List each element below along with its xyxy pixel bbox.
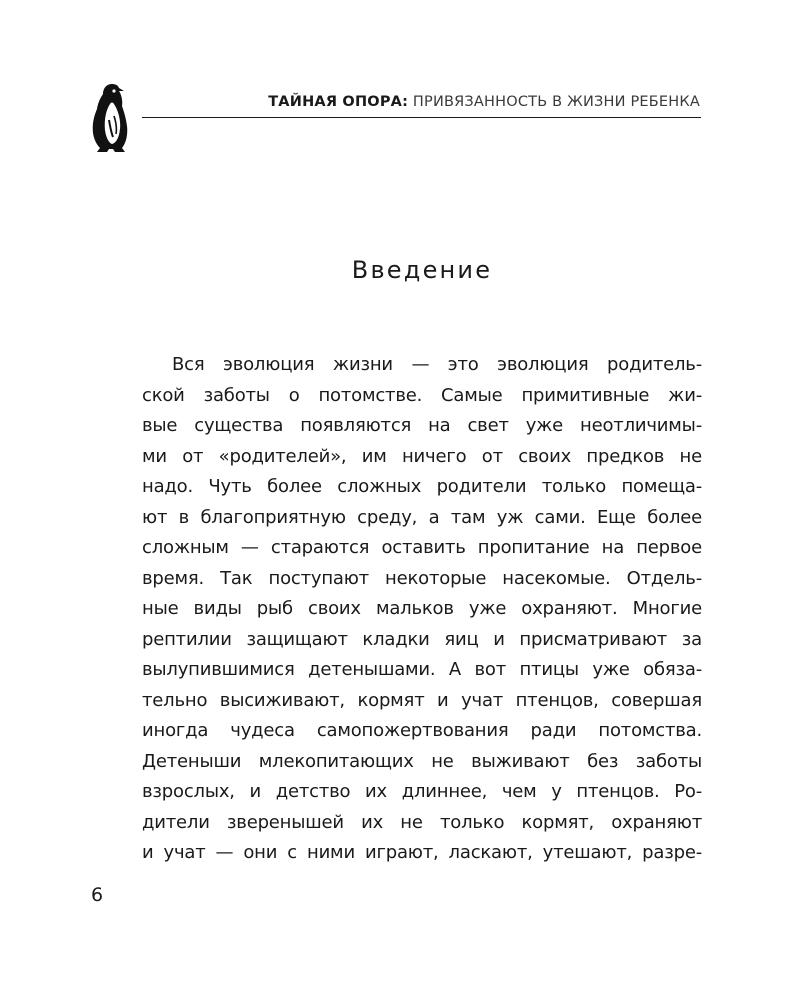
body-line: ской заботы о потомстве. Самые примитивные жи-: [142, 384, 702, 406]
header-rule: [142, 117, 701, 118]
body-line: ми от «родителей», им ничего от своих предков не: [142, 445, 702, 467]
body-paragraph: [142, 350, 702, 869]
body-line: тельно высиживают, кормят и учат птенцов, совершая: [142, 689, 702, 711]
running-head-title: ТАЙНАЯ ОПОРА:: [268, 94, 409, 110]
body-line: ют в благоприятную среду, а там уж сами. Еще более: [142, 506, 702, 528]
chapter-title: Введение: [351, 256, 493, 284]
body-line: дители зверенышей их не только кормят, охраняют: [142, 811, 702, 833]
body-line: рептилии защищают кладки яиц и присматривают за: [142, 628, 702, 650]
running-head: [142, 94, 700, 110]
body-line: время. Так поступают некоторые насекомые. Отдель-: [142, 567, 702, 589]
body-line: Детеныши млекопитающих не выживают без заботы: [142, 750, 702, 772]
running-head-subtitle: ПРИВЯЗАННОСТЬ В ЖИЗНИ РЕБЕНКА: [412, 94, 700, 110]
body-line: Вся эволюция жизни — это эволюция родитель-: [172, 354, 702, 375]
body-line: и учат — они с ними играют, ласкают, утешают, разре-: [142, 842, 702, 863]
page-number: 6: [91, 884, 104, 906]
body-line: надо. Чуть более сложных родители только помеща-: [142, 476, 702, 497]
body-line: ные виды рыб своих мальков уже охраняют. Многие: [142, 598, 702, 619]
body-line: иногда чудеса самопожертвования ради потомства.: [142, 720, 702, 741]
body-line: сложным — стараются оставить пропитание на первое: [142, 537, 702, 558]
body-line: взрослых, и детство их длиннее, чем у птенцов. Ро-: [142, 781, 702, 802]
body-line: вые существа появляются на свет уже неотличимы-: [142, 415, 702, 436]
penguin-icon: [88, 82, 132, 154]
body-line: вылупившимися детенышами. А вот птицы уже обяза-: [142, 659, 702, 680]
